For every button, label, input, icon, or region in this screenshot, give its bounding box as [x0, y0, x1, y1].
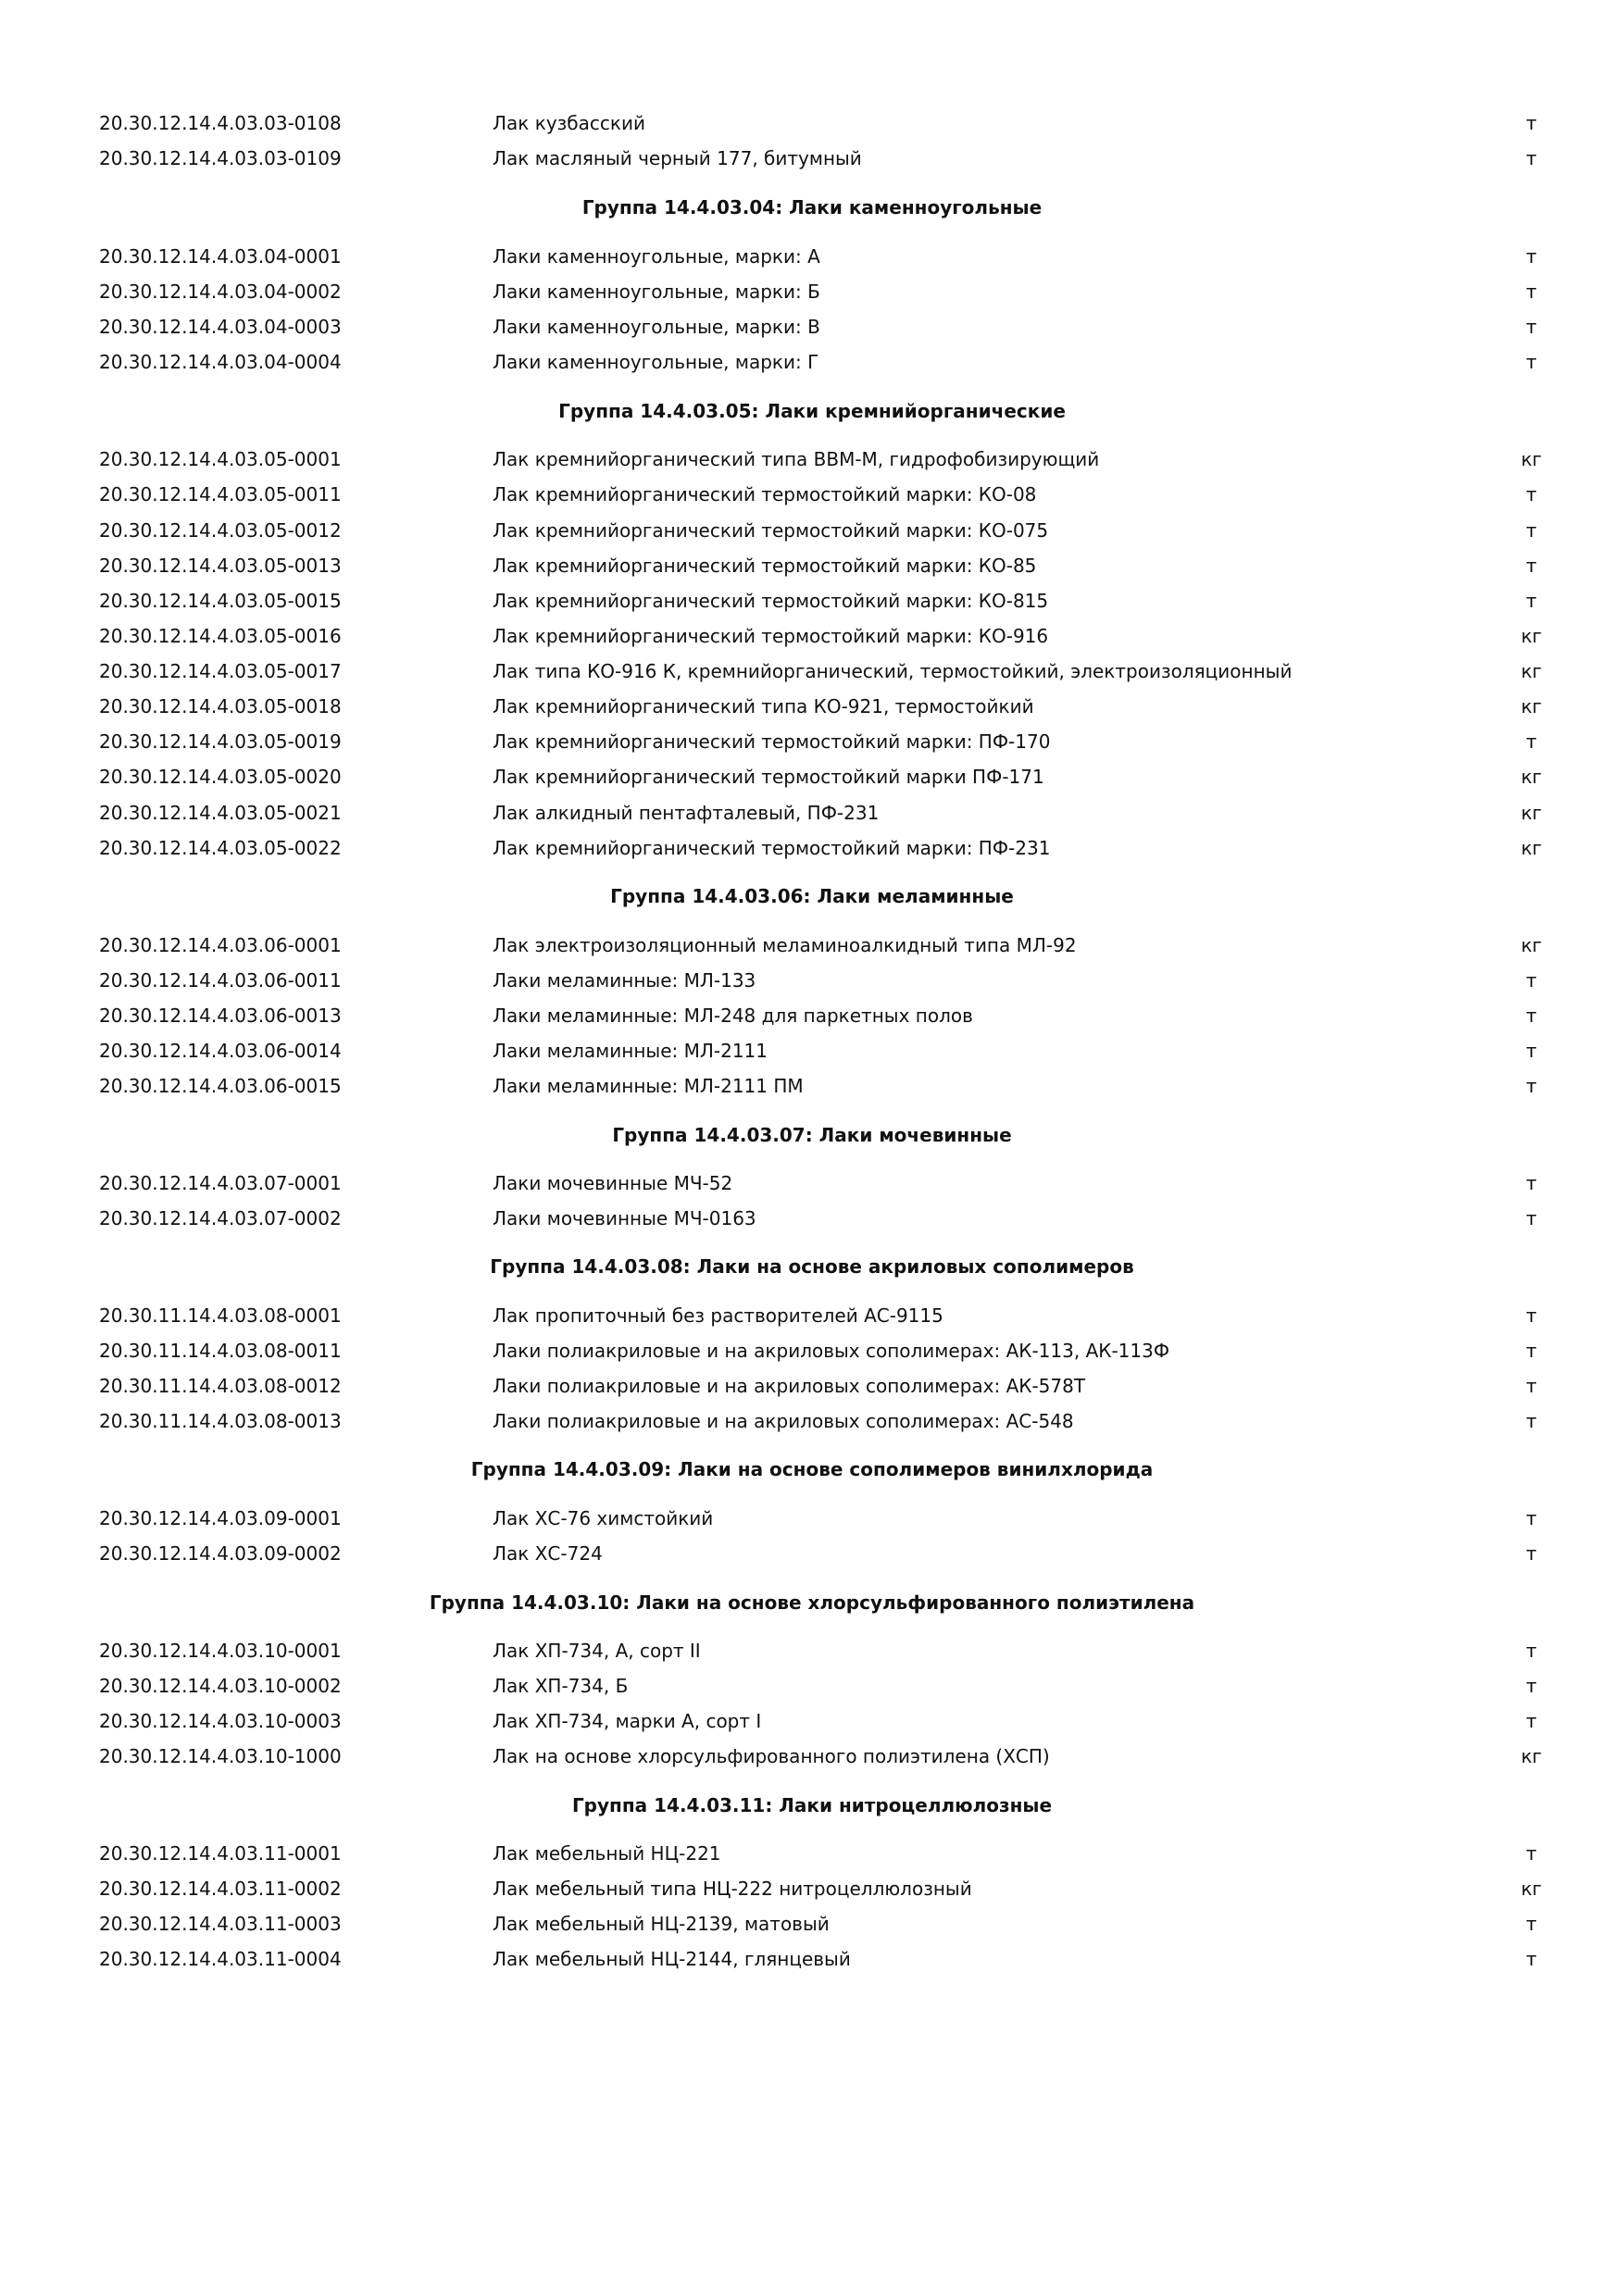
group-heading: Группа 14.4.03.10: Лаки на основе хлорсульфированного полиэтилена	[429, 1591, 1195, 1614]
group-heading: Группа 14.4.03.08: Лаки на основе акриловых сополимеров	[490, 1255, 1134, 1278]
resource-name: Лаки каменноугольные, марки: В	[493, 316, 820, 338]
resource-code: 20.30.12.14.4.03.10-0003	[99, 1710, 342, 1732]
resource-name: Лак мебельный НЦ-221	[493, 1842, 721, 1865]
table-row	[0, 1537, 1624, 1570]
resource-name: Лаки полиакриловые и на акриловых сополимерах: АК-113, АК-113Ф	[493, 1340, 1170, 1362]
resource-name: Лак масляный черный 177, битумный	[493, 147, 862, 169]
unit-of-measure: т	[1526, 1710, 1537, 1732]
resource-name: Лаки меламинные: МЛ-2111	[493, 1040, 768, 1062]
table-row	[0, 584, 1624, 618]
resource-code: 20.30.12.14.4.03.05-0001	[99, 448, 342, 470]
resource-name: Лак ХС-76 химстойкий	[493, 1507, 714, 1529]
unit-of-measure: т	[1526, 1842, 1537, 1865]
group-heading: Группа 14.4.03.04: Лаки каменноугольные	[581, 196, 1043, 218]
resource-name: Лак кремнийорганический термостойкий марки: КО-075	[493, 519, 1049, 542]
resource-code: 20.30.12.14.4.03.10-1000	[99, 1745, 342, 1767]
resource-name: Лак кремнийорганический термостойкий марки: КО-08	[493, 483, 1037, 505]
unit-of-measure: т	[1526, 351, 1537, 373]
table-row	[0, 1634, 1624, 1667]
resource-code: 20.30.12.14.4.03.07-0002	[99, 1207, 342, 1229]
unit-of-measure: кг	[1520, 1878, 1543, 1900]
table-row	[0, 690, 1624, 723]
resource-code: 20.30.12.14.4.03.05-0020	[99, 766, 342, 788]
unit-of-measure: т	[1526, 969, 1537, 992]
resource-name: Лак кремнийорганический термостойкий марки: ПФ-231	[493, 837, 1051, 859]
table-row	[0, 549, 1624, 582]
table-row	[0, 106, 1624, 140]
resource-name: Лаки каменноугольные, марки: Г	[493, 351, 819, 373]
table-row	[0, 345, 1624, 379]
unit-of-measure: т	[1526, 590, 1537, 612]
table-row	[0, 1034, 1624, 1067]
table-row	[0, 443, 1624, 476]
unit-of-measure: кг	[1520, 660, 1543, 682]
resource-name: Лак на основе хлорсульфированного полиэтилена (ХСП)	[493, 1745, 1050, 1767]
resource-name: Лак ХП-734, Б	[493, 1675, 629, 1697]
resource-code: 20.30.12.14.4.03.09-0001	[99, 1507, 342, 1529]
resource-name: Лак кремнийорганический термостойкий марки: КО-916	[493, 625, 1049, 647]
resource-name: Лак кремнийорганический термостойкий марки: КО-815	[493, 590, 1049, 612]
table-row	[0, 964, 1624, 997]
resource-code: 20.30.11.14.4.03.08-0012	[99, 1375, 342, 1397]
resource-code: 20.30.12.14.4.03.03-0109	[99, 147, 342, 169]
unit-of-measure: кг	[1520, 1745, 1543, 1767]
resource-code: 20.30.12.14.4.03.06-0011	[99, 969, 342, 992]
table-row	[0, 1740, 1624, 1773]
resource-code: 20.30.12.14.4.03.06-0001	[99, 934, 342, 956]
unit-of-measure: т	[1526, 1040, 1537, 1062]
resource-code: 20.30.11.14.4.03.08-0001	[99, 1304, 342, 1327]
resource-name: Лаки меламинные: МЛ-133	[493, 969, 756, 992]
unit-of-measure: т	[1526, 1340, 1537, 1362]
unit-of-measure: кг	[1520, 695, 1543, 718]
resource-name: Лак кремнийорганический типа КО-921, термостойкий	[493, 695, 1034, 718]
resource-name: Лаки меламинные: МЛ-248 для паркетных полов	[493, 1004, 973, 1027]
table-row	[0, 1069, 1624, 1103]
group-heading: Группа 14.4.03.09: Лаки на основе сополимеров винилхлорида	[470, 1458, 1154, 1480]
resource-code: 20.30.12.14.4.03.03-0108	[99, 112, 342, 134]
table-row	[0, 1369, 1624, 1403]
resource-code: 20.30.12.14.4.03.05-0016	[99, 625, 342, 647]
unit-of-measure: т	[1526, 1675, 1537, 1697]
table-row	[0, 478, 1624, 511]
resource-name: Лаки мочевинные МЧ-52	[493, 1172, 733, 1194]
table-row	[0, 1404, 1624, 1438]
table-row	[0, 142, 1624, 175]
unit-of-measure: т	[1526, 1004, 1537, 1027]
table-row	[0, 929, 1624, 962]
resource-code: 20.30.12.14.4.03.05-0011	[99, 483, 342, 505]
table-row	[0, 619, 1624, 653]
group-heading: Группа 14.4.03.05: Лаки кремнийорганические	[558, 400, 1066, 422]
unit-of-measure: т	[1526, 483, 1537, 505]
resource-code: 20.30.12.14.4.03.04-0004	[99, 351, 342, 373]
table-row	[0, 1704, 1624, 1738]
resource-code: 20.30.12.14.4.03.09-0002	[99, 1542, 342, 1565]
table-row	[0, 725, 1624, 758]
unit-of-measure: т	[1526, 1075, 1537, 1097]
resource-code: 20.30.12.14.4.03.04-0001	[99, 245, 342, 268]
resource-code: 20.30.12.14.4.03.05-0021	[99, 802, 342, 824]
group-heading: Группа 14.4.03.11: Лаки нитроцеллюлозные	[571, 1794, 1053, 1816]
unit-of-measure: т	[1526, 1507, 1537, 1529]
table-row	[0, 1872, 1624, 1905]
unit-of-measure: т	[1526, 730, 1537, 753]
resource-code: 20.30.11.14.4.03.08-0011	[99, 1340, 342, 1362]
table-row	[0, 310, 1624, 343]
unit-of-measure: т	[1526, 555, 1537, 577]
resource-code: 20.30.12.14.4.03.05-0019	[99, 730, 342, 753]
unit-of-measure: т	[1526, 1172, 1537, 1194]
table-row	[0, 275, 1624, 308]
resource-code: 20.30.12.14.4.03.11-0004	[99, 1948, 342, 1970]
unit-of-measure: кг	[1520, 802, 1543, 824]
resource-name: Лак ХП-734, марки А, сорт I	[493, 1710, 762, 1732]
resource-name: Лак кремнийорганический типа ВВМ-М, гидрофобизирующий	[493, 448, 1100, 470]
resource-code: 20.30.12.14.4.03.07-0001	[99, 1172, 342, 1194]
unit-of-measure: т	[1526, 1304, 1537, 1327]
resource-code: 20.30.12.14.4.03.06-0013	[99, 1004, 342, 1027]
unit-of-measure: кг	[1520, 934, 1543, 956]
unit-of-measure: кг	[1520, 837, 1543, 859]
unit-of-measure: т	[1526, 281, 1537, 303]
unit-of-measure: т	[1526, 1207, 1537, 1229]
resource-name: Лаки каменноугольные, марки: А	[493, 245, 820, 268]
resource-code: 20.30.12.14.4.03.05-0012	[99, 519, 342, 542]
unit-of-measure: т	[1526, 1948, 1537, 1970]
table-row	[0, 240, 1624, 273]
resource-name: Лак кремнийорганический термостойкий марки: КО-85	[493, 555, 1037, 577]
table-row	[0, 1334, 1624, 1367]
unit-of-measure: т	[1526, 1640, 1537, 1662]
resource-code: 20.30.12.14.4.03.10-0002	[99, 1675, 342, 1697]
table-row	[0, 1907, 1624, 1940]
group-heading: Группа 14.4.03.06: Лаки меламинные	[610, 885, 1014, 907]
unit-of-measure: т	[1526, 1542, 1537, 1565]
resource-name: Лак ХС-724	[493, 1542, 603, 1565]
table-row	[0, 999, 1624, 1032]
unit-of-measure: т	[1526, 519, 1537, 542]
table-row	[0, 1167, 1624, 1200]
table-row	[0, 514, 1624, 547]
table-row	[0, 1202, 1624, 1235]
unit-of-measure: кг	[1520, 766, 1543, 788]
resource-code: 20.30.12.14.4.03.11-0002	[99, 1878, 342, 1900]
resource-code: 20.30.12.14.4.03.05-0013	[99, 555, 342, 577]
resource-code: 20.30.12.14.4.03.05-0018	[99, 695, 342, 718]
resource-code: 20.30.12.14.4.03.11-0001	[99, 1842, 342, 1865]
unit-of-measure: т	[1526, 147, 1537, 169]
table-row	[0, 1299, 1624, 1332]
unit-of-measure: т	[1526, 316, 1537, 338]
unit-of-measure: кг	[1520, 625, 1543, 647]
unit-of-measure: т	[1526, 112, 1537, 134]
resource-name: Лак кремнийорганический термостойкий марки ПФ-171	[493, 766, 1044, 788]
resource-name: Лак пропиточный без растворителей АС-9115	[493, 1304, 943, 1327]
resource-name: Лак типа КО-916 К, кремнийорганический, термостойкий, электроизоляционный	[493, 660, 1293, 682]
resource-name: Лак алкидный пентафталевый, ПФ-231	[493, 802, 880, 824]
resource-name: Лаки полиакриловые и на акриловых сополимерах: АС-548	[493, 1410, 1074, 1432]
resource-code: 20.30.12.14.4.03.05-0015	[99, 590, 342, 612]
table-row	[0, 1502, 1624, 1535]
resource-code: 20.30.12.14.4.03.10-0001	[99, 1640, 342, 1662]
table-row	[0, 655, 1624, 688]
resource-name: Лаки каменноугольные, марки: Б	[493, 281, 820, 303]
resource-name: Лак кузбасский	[493, 112, 645, 134]
unit-of-measure: кг	[1520, 448, 1543, 470]
resource-code: 20.30.12.14.4.03.05-0017	[99, 660, 342, 682]
resource-name: Лак мебельный НЦ-2144, глянцевый	[493, 1948, 851, 1970]
resource-name: Лак ХП-734, А, сорт II	[493, 1640, 701, 1662]
resource-name: Лаки меламинные: МЛ-2111 ПМ	[493, 1075, 804, 1097]
resource-code: 20.30.12.14.4.03.11-0003	[99, 1913, 342, 1935]
resource-name: Лак мебельный НЦ-2139, матовый	[493, 1913, 830, 1935]
table-row	[0, 1942, 1624, 1976]
table-row	[0, 760, 1624, 793]
resource-code: 20.30.12.14.4.03.05-0022	[99, 837, 342, 859]
resource-code: 20.30.12.14.4.03.04-0002	[99, 281, 342, 303]
table-row	[0, 831, 1624, 865]
resource-name: Лаки полиакриловые и на акриловых сополимерах: АК-578Т	[493, 1375, 1086, 1397]
unit-of-measure: т	[1526, 1410, 1537, 1432]
group-heading: Группа 14.4.03.07: Лаки мочевинные	[612, 1124, 1012, 1146]
resource-code: 20.30.12.14.4.03.06-0015	[99, 1075, 342, 1097]
resource-name: Лаки мочевинные МЧ-0163	[493, 1207, 756, 1229]
resource-name: Лак мебельный типа НЦ-222 нитроцеллюлозный	[493, 1878, 972, 1900]
table-row	[0, 1669, 1624, 1703]
table-row	[0, 796, 1624, 830]
resource-code: 20.30.12.14.4.03.06-0014	[99, 1040, 342, 1062]
resource-code: 20.30.11.14.4.03.08-0013	[99, 1410, 342, 1432]
resource-code: 20.30.12.14.4.03.04-0003	[99, 316, 342, 338]
table-row	[0, 1837, 1624, 1870]
unit-of-measure: т	[1526, 1913, 1537, 1935]
resource-name: Лак электроизоляционный меламиноалкидный типа МЛ-92	[493, 934, 1077, 956]
unit-of-measure: т	[1526, 1375, 1537, 1397]
resource-name: Лак кремнийорганический термостойкий марки: ПФ-170	[493, 730, 1051, 753]
unit-of-measure: т	[1526, 245, 1537, 268]
